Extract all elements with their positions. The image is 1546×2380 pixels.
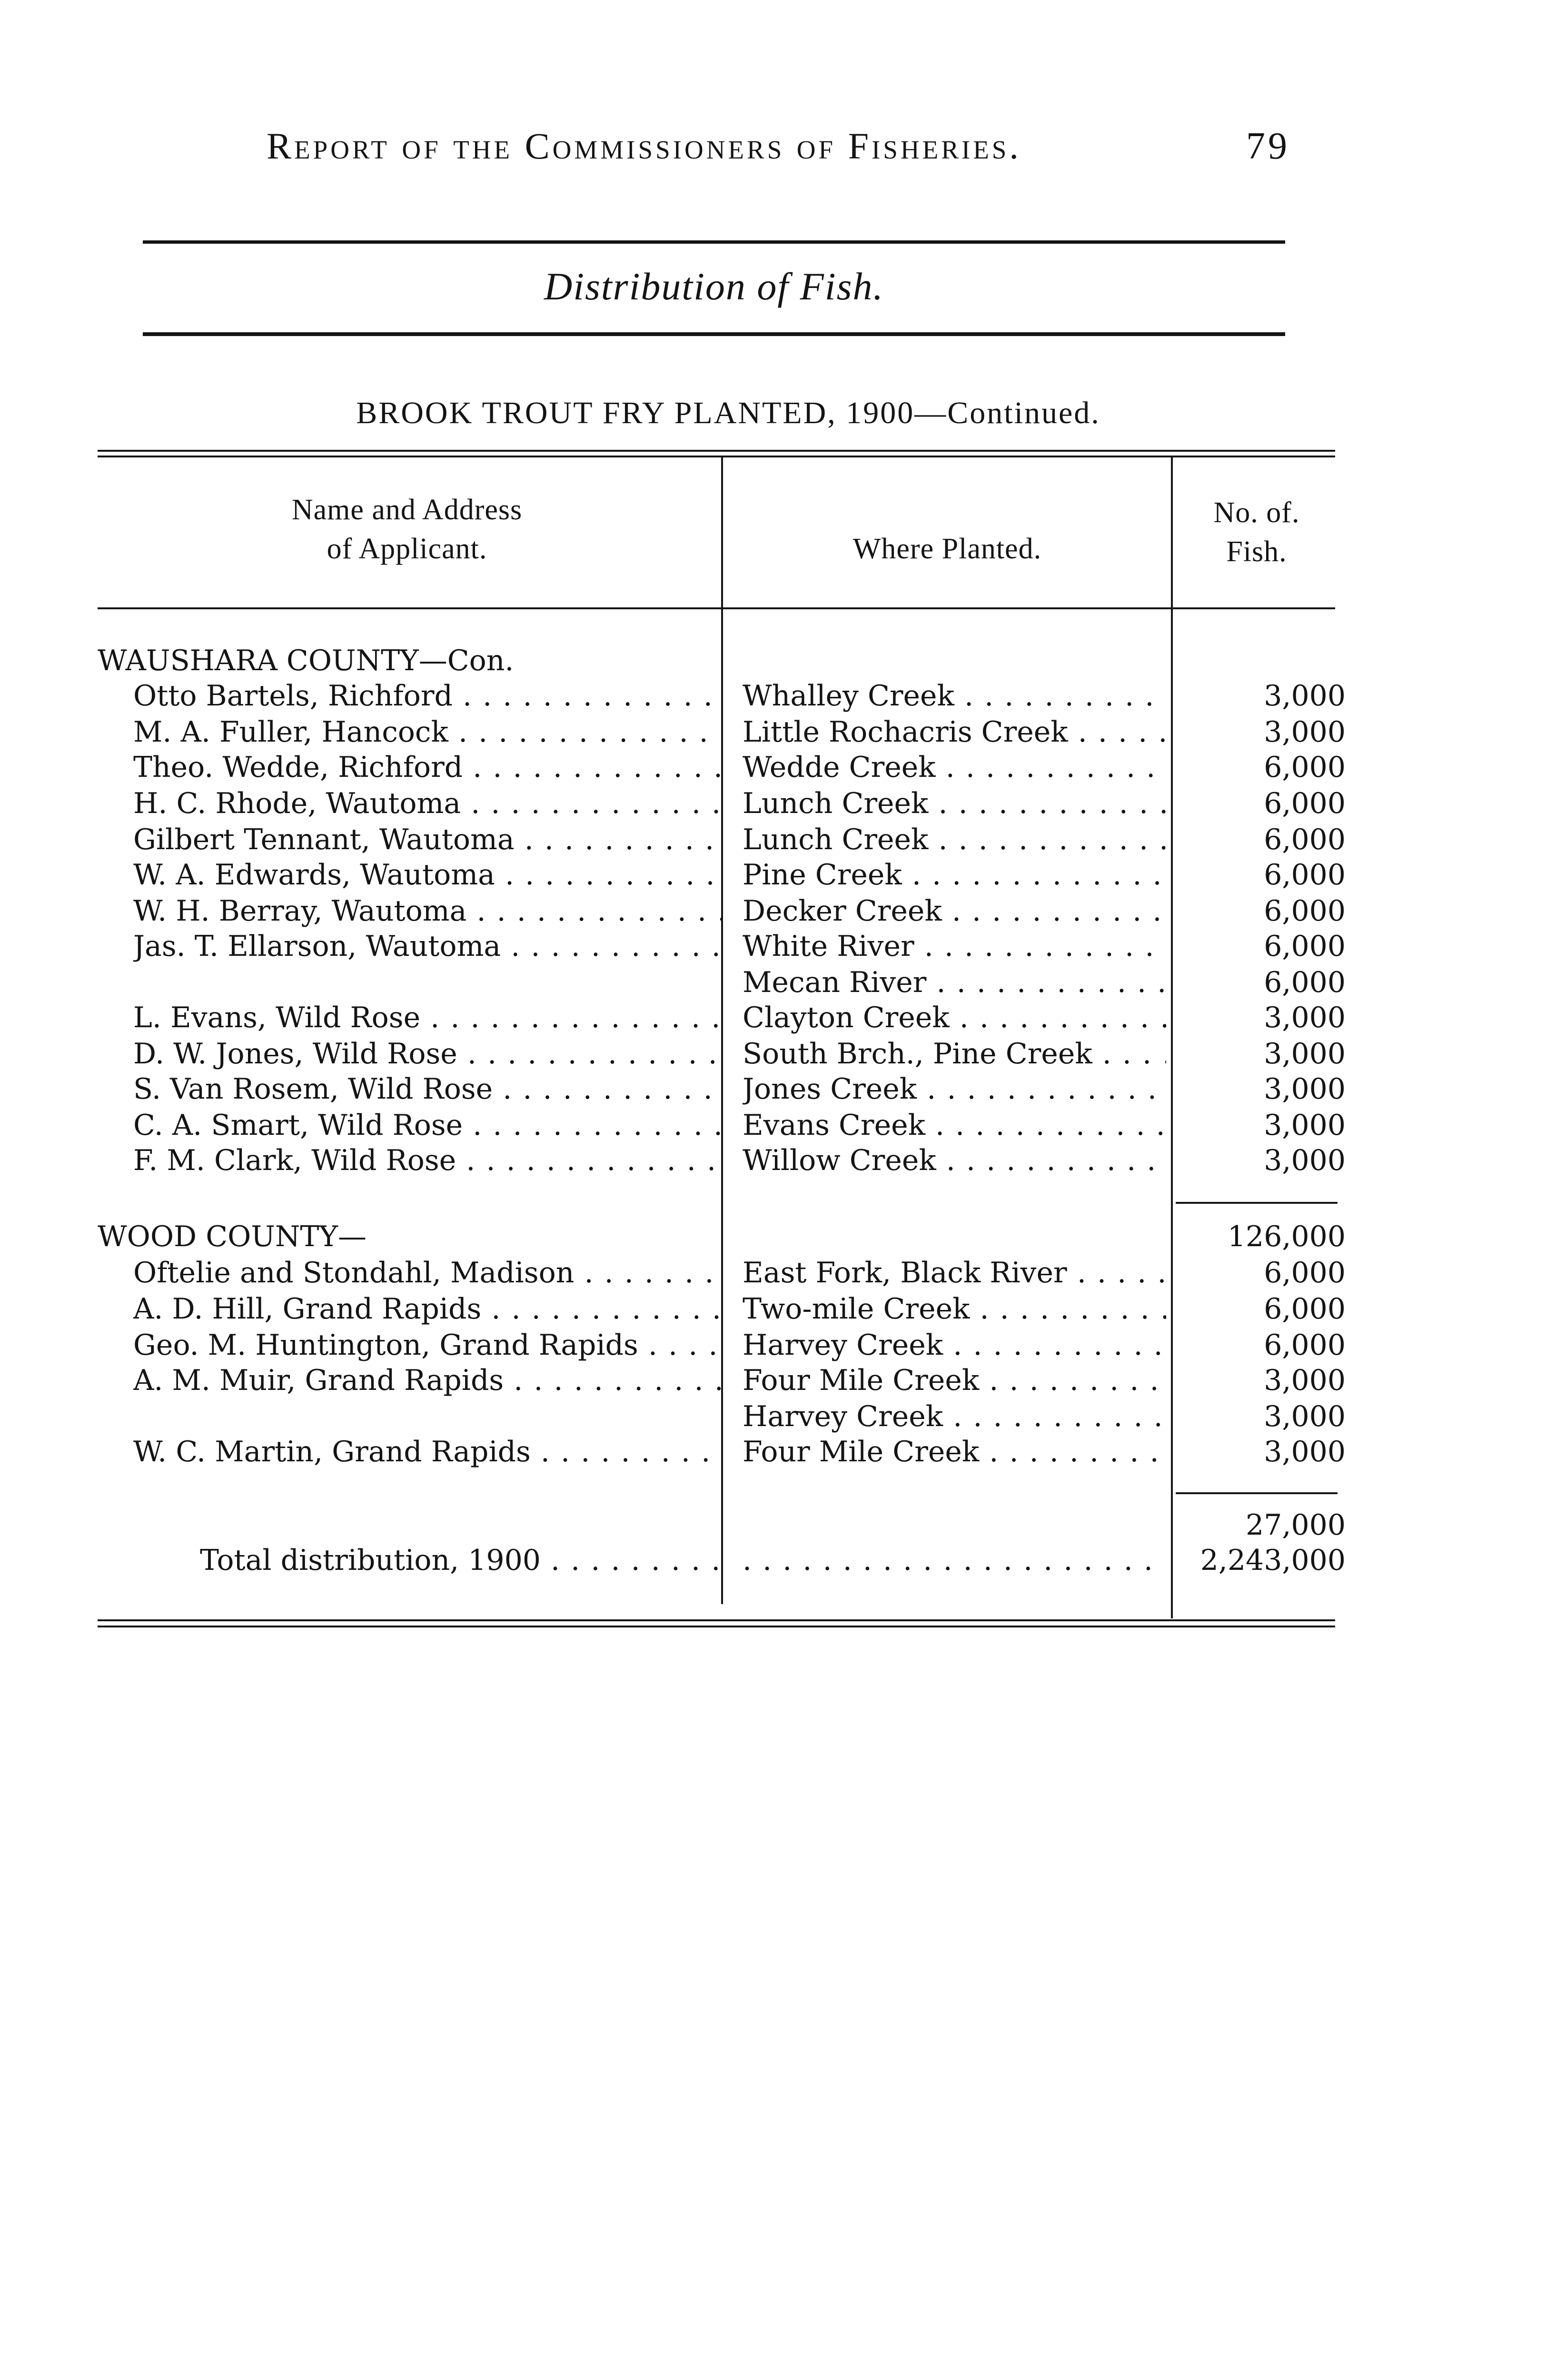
- column-header-count: [1176, 493, 1338, 571]
- where-planted: Evans Creek: [743, 1109, 925, 1142]
- applicant-cell: [133, 822, 721, 858]
- applicant-cell: [200, 1542, 721, 1578]
- section-title: Distribution of Fish.: [544, 265, 884, 308]
- subtotal-count: 126,000: [1227, 1220, 1346, 1253]
- applicant-name: Otto Bartels, Richford: [133, 679, 453, 713]
- where-planted-cell: [743, 893, 1166, 929]
- dot-leader: [1092, 1037, 1166, 1071]
- dot-leader: [504, 1364, 721, 1397]
- table-bottom-rule-1: [98, 1619, 1335, 1621]
- dot-leader: [979, 1364, 1166, 1397]
- dot-leader: [928, 823, 1166, 856]
- dot-leader: [943, 1329, 1166, 1362]
- subtotal-count: 27,000: [1246, 1508, 1346, 1542]
- table-row: [0, 1142, 1546, 1179]
- top-rule-upper: [143, 240, 1285, 244]
- table-row: [0, 1327, 1546, 1363]
- applicant-cell: [133, 1327, 721, 1363]
- where-planted: Clayton Creek: [743, 1001, 950, 1034]
- dot-leader: [954, 679, 1166, 713]
- applicant-name: F. M. Clark, Wild Rose: [133, 1144, 456, 1177]
- where-planted: Jones Creek: [743, 1072, 917, 1106]
- dot-leader: [942, 894, 1166, 928]
- dot-leader: [448, 715, 721, 749]
- column-header-count-line2: Fish.: [1226, 536, 1287, 568]
- applicant-cell: [133, 1036, 721, 1072]
- applicant-name: A. M. Muir, Grand Rapids: [133, 1364, 504, 1397]
- dot-leader: [914, 930, 1166, 963]
- fish-count: 6,000: [1264, 1292, 1346, 1326]
- where-planted-cell: [743, 1542, 1166, 1578]
- applicant-cell: [133, 785, 721, 822]
- dot-leader: [463, 1109, 721, 1142]
- table-row: [0, 857, 1546, 893]
- table-row: [0, 822, 1546, 858]
- where-planted: South Brch., Pine Creek: [743, 1037, 1092, 1071]
- dot-leader: [461, 787, 721, 820]
- table-row: [0, 785, 1546, 822]
- where-planted-cell: [743, 1219, 1166, 1255]
- applicant-name: Jas. T. Ellarson, Wautoma: [133, 930, 501, 963]
- dot-leader: [495, 858, 721, 892]
- table-title: BROOK TROUT FRY PLANTED, 1900—Continued.: [356, 396, 1100, 430]
- dot-leader: [453, 679, 721, 713]
- where-planted-cell: [743, 1000, 1166, 1036]
- where-planted: Wedde Creek: [743, 751, 936, 784]
- dot-leader: [979, 1435, 1166, 1468]
- where-planted-cell: [743, 1398, 1166, 1435]
- applicant-cell: [133, 1142, 721, 1179]
- where-planted-cell: [743, 1327, 1166, 1363]
- report-title: Report of the Commissioners of Fisheries.: [267, 125, 1021, 167]
- dot-leader: [928, 787, 1166, 820]
- fish-count: 6,000: [1264, 787, 1346, 820]
- where-planted-cell: [743, 1142, 1166, 1179]
- where-planted-cell: [743, 1107, 1166, 1143]
- dot-leader: [902, 858, 1166, 892]
- table-row: [0, 928, 1546, 964]
- applicant-cell: [133, 1291, 721, 1327]
- where-planted-cell: [743, 1071, 1166, 1107]
- dot-leader: [1067, 1256, 1166, 1289]
- total-count: 2,243,000: [1200, 1544, 1346, 1577]
- table-row: [0, 678, 1546, 714]
- applicant-name: C. A. Smart, Wild Rose: [133, 1109, 463, 1142]
- where-planted-cell: [743, 785, 1166, 822]
- fish-count: 6,000: [1264, 930, 1346, 963]
- applicant-name: W. A. Edwards, Wautoma: [133, 858, 495, 892]
- applicant-cell: [133, 964, 721, 1001]
- where-planted: Willow Creek: [743, 1144, 936, 1177]
- applicant-name: W. H. Berray, Wautoma: [133, 894, 467, 928]
- applicant-name: WOOD COUNTY—: [98, 1220, 367, 1253]
- applicant-cell: [133, 857, 721, 893]
- applicant-cell: [98, 1219, 685, 1255]
- table-row: [0, 1291, 1546, 1327]
- where-planted-cell: [743, 749, 1166, 785]
- where-planted-cell: [743, 1255, 1166, 1291]
- applicant-name: Geo. M. Huntington, Grand Rapids: [133, 1329, 638, 1362]
- where-planted: East Fork, Black River: [743, 1256, 1067, 1289]
- dot-leader: [638, 1329, 721, 1362]
- table-top-rule-1: [98, 450, 1335, 452]
- dot-leader: [420, 1001, 721, 1034]
- dot-leader: [493, 1072, 721, 1106]
- fish-count: 6,000: [1264, 1256, 1346, 1289]
- subtotal-row: [0, 1507, 1546, 1543]
- page-number: 79: [1246, 125, 1290, 167]
- fish-count: 6,000: [1264, 1329, 1346, 1362]
- dot-leader: [574, 1256, 721, 1289]
- subtotal-rule-wood: [1176, 1492, 1338, 1494]
- fish-count: 3,000: [1264, 679, 1346, 713]
- applicant-cell: [133, 1000, 721, 1036]
- fish-count: 3,000: [1264, 1364, 1346, 1397]
- fish-count: 3,000: [1264, 1072, 1346, 1106]
- where-planted: Four Mile Creek: [743, 1435, 980, 1468]
- dot-leader: [515, 823, 721, 856]
- table-row: [0, 1107, 1546, 1143]
- table-top-rule-2: [98, 456, 1335, 457]
- table-row: [0, 1071, 1546, 1107]
- applicant-cell: [133, 1107, 721, 1143]
- applicant-name: A. D. Hill, Grand Rapids: [133, 1292, 482, 1326]
- column-header-count-line1: No. of.: [1213, 496, 1300, 529]
- where-planted-cell: [743, 964, 1166, 1001]
- fish-count: 3,000: [1264, 715, 1346, 749]
- applicant-name: Oftelie and Stondahl, Madison: [133, 1256, 575, 1289]
- where-planted: Lunch Creek: [743, 787, 929, 820]
- table-row: [0, 1255, 1546, 1291]
- dot-leader: [463, 751, 721, 784]
- where-planted: Harvey Creek: [743, 1329, 943, 1362]
- dot-leader: [970, 1292, 1166, 1326]
- applicant-cell: [133, 1071, 721, 1107]
- dot-leader: [926, 966, 1166, 999]
- applicant-cell: [133, 1398, 721, 1435]
- subtotal-count: [1176, 643, 1346, 679]
- column-header-where: [723, 529, 1171, 568]
- where-planted-cell: [743, 678, 1166, 714]
- applicant-cell: [133, 928, 721, 964]
- where-planted-cell: [743, 1507, 1166, 1543]
- applicant-name: M. A. Fuller, Hancock: [133, 715, 448, 749]
- applicant-cell: [133, 1434, 721, 1470]
- fish-count: 3,000: [1264, 1001, 1346, 1034]
- applicant-cell: [98, 643, 685, 679]
- fish-count: 6,000: [1264, 966, 1346, 999]
- dot-leader: [936, 751, 1166, 784]
- applicant-cell: [133, 1362, 721, 1398]
- fish-count: 3,000: [1264, 1109, 1346, 1142]
- table-row: [0, 714, 1546, 750]
- top-rule-lower: [143, 332, 1285, 336]
- county-row: [0, 1219, 1546, 1255]
- where-planted: White River: [743, 930, 914, 963]
- dot-leader: [936, 1144, 1166, 1177]
- fish-count: 6,000: [1264, 751, 1346, 784]
- applicant-cell: [133, 893, 721, 929]
- column-header-applicant-line2: of Applicant.: [327, 533, 487, 565]
- fish-count: 3,000: [1264, 1435, 1346, 1468]
- column-header-where-label: Where Planted.: [852, 533, 1042, 565]
- where-planted-cell: [743, 1036, 1166, 1072]
- applicant-cell: [133, 1507, 721, 1543]
- where-planted: Whalley Creek: [743, 679, 954, 713]
- where-planted: Decker Creek: [743, 894, 942, 928]
- table-bottom-rule-2: [98, 1626, 1335, 1627]
- where-planted-cell: [743, 1291, 1166, 1327]
- where-planted-cell: [743, 643, 1166, 679]
- dot-leader: [950, 1001, 1166, 1034]
- column-header-applicant: [98, 490, 716, 568]
- applicant-name: Total distribution, 1900: [200, 1544, 541, 1577]
- column-header-applicant-line1: Name and Address: [291, 494, 523, 526]
- applicant-name: Gilbert Tennant, Wautoma: [133, 823, 515, 856]
- table-row: [0, 1000, 1546, 1036]
- dot-leader: [743, 1544, 1166, 1577]
- fish-count: 6,000: [1264, 823, 1346, 856]
- applicant-cell: [133, 714, 721, 750]
- table-row: [0, 1398, 1546, 1435]
- dot-leader: [925, 1109, 1166, 1142]
- where-planted: Harvey Creek: [743, 1400, 943, 1433]
- applicant-name: WAUSHARA COUNTY—Con.: [98, 644, 514, 677]
- where-planted-cell: [743, 857, 1166, 893]
- applicant-cell: [133, 749, 721, 785]
- dot-leader: [457, 1037, 721, 1071]
- table-row: [0, 893, 1546, 929]
- fish-count: 6,000: [1264, 894, 1346, 928]
- header-bottom-rule: [98, 607, 1335, 609]
- where-planted: Four Mile Creek: [743, 1364, 980, 1397]
- dot-leader: [531, 1435, 721, 1468]
- fish-count: 3,000: [1264, 1144, 1346, 1177]
- applicant-name: S. Van Rosem, Wild Rose: [133, 1072, 493, 1106]
- running-head: [267, 125, 1290, 177]
- dot-leader: [501, 930, 721, 963]
- table-row: [0, 749, 1546, 785]
- table-row: [0, 964, 1546, 1001]
- where-planted: Little Rochacris Creek: [743, 715, 1068, 749]
- subtotal-rule-waushara: [1176, 1202, 1338, 1204]
- dot-leader: [466, 894, 721, 928]
- applicant-cell: [133, 1255, 721, 1291]
- dot-leader: [456, 1144, 721, 1177]
- county-row: [0, 643, 1546, 679]
- where-planted-cell: [743, 714, 1166, 750]
- applicant-name: H. C. Rhode, Wautoma: [133, 787, 461, 820]
- dot-leader: [943, 1400, 1166, 1433]
- where-planted: Two-mile Creek: [743, 1292, 970, 1326]
- fish-count: 6,000: [1264, 858, 1346, 892]
- dot-leader: [541, 1544, 721, 1577]
- where-planted: Mecan River: [743, 966, 927, 999]
- dot-leader: [1068, 715, 1166, 749]
- applicant-cell: [133, 678, 721, 714]
- table-row: [0, 1036, 1546, 1072]
- applicant-name: D. W. Jones, Wild Rose: [133, 1037, 457, 1071]
- fish-count: 3,000: [1264, 1037, 1346, 1071]
- where-planted-cell: [743, 928, 1166, 964]
- where-planted-cell: [743, 1434, 1166, 1470]
- dot-leader: [481, 1292, 721, 1326]
- applicant-name: Theo. Wedde, Richford: [133, 751, 463, 784]
- applicant-name: L. Evans, Wild Rose: [133, 1001, 421, 1034]
- where-planted-cell: [743, 822, 1166, 858]
- table-row: [0, 1362, 1546, 1398]
- where-planted: Lunch Creek: [743, 823, 929, 856]
- fish-count: 3,000: [1264, 1400, 1346, 1433]
- applicant-name: W. C. Martin, Grand Rapids: [133, 1435, 531, 1468]
- where-planted-cell: [743, 1362, 1166, 1398]
- table-row: [0, 1434, 1546, 1470]
- where-planted: Pine Creek: [743, 858, 902, 892]
- total-row: [0, 1542, 1546, 1578]
- dot-leader: [917, 1072, 1166, 1106]
